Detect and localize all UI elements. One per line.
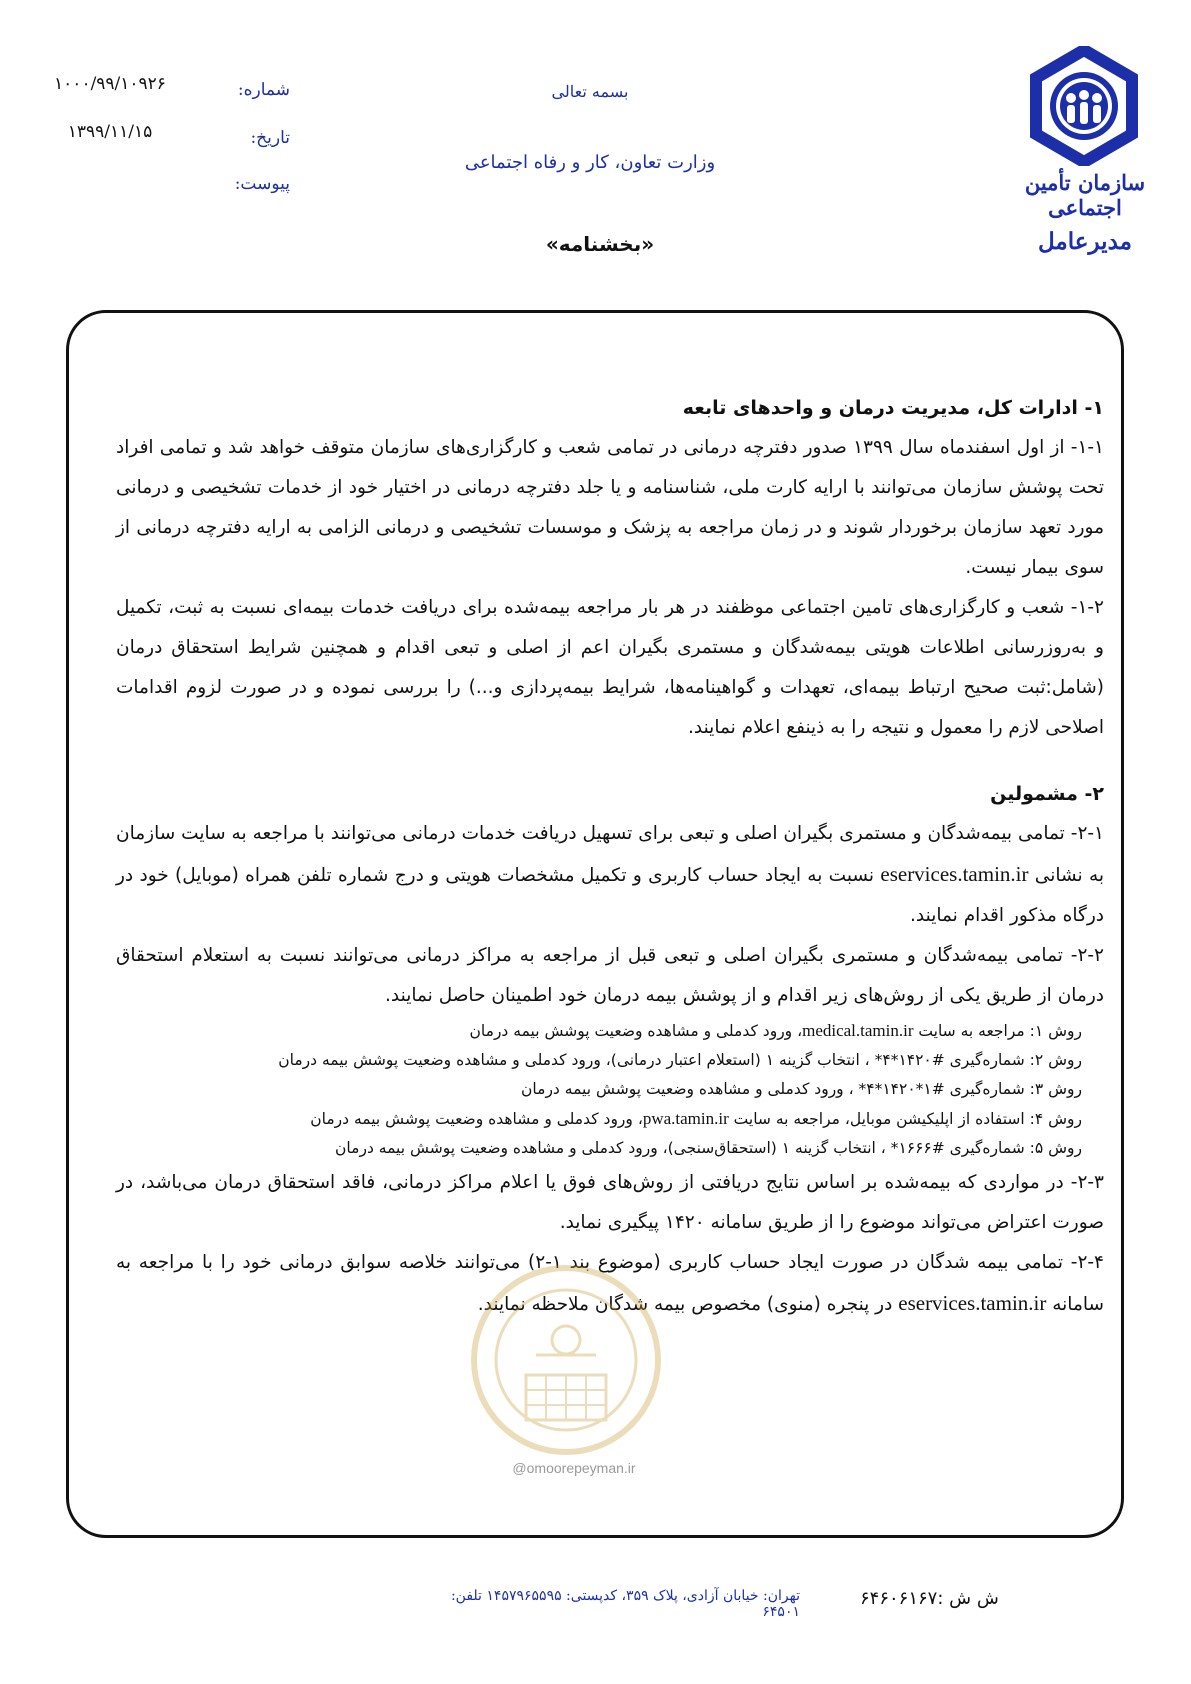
- section1-title: ۱- ادارات کل، مدیریت درمان و واحدهای تابعه: [682, 397, 1104, 419]
- paragraph-2-1: ۲-۱- تمامی بیمه‌شدگان و مستمری بگیران اصلی و تبعی برای تسهیل دریافت خدمات درمانی می‌توانند با مراجعه به سایت سازمان به نشانی eservices.tamin.ir نسبت به ایجاد حساب کاربری و تکمیل مشخصات هویتی و درج شماره تلفن همراه (موبایل) خود در درگاه مذکور اقدام نمایند.: [116, 823, 1105, 926]
- footer-code: ش ش :۶۴۶۰۶۱۶۷: [860, 1588, 999, 1609]
- paragraph-1-1: ۱-۱- از اول اسفندماه سال ۱۳۹۹ صدور دفترچه درمانی در تمامی شعب و کارگزاری‌های سازمان متوقف خواهد شد و تمامی افراد تحت پوشش سازمان می‌توانند با ارایه کارت ملی، شناسنامه و یا جلد دفترچه درمانی در اختیار خود از خدمات تشخیصی و درمانی مورد تعهد سازمان برخوردار شوند و در زمان مراجعه به پزشک و موسسات تشخیصی و درمانی الزامی به ارایه دفترچه درمانی از سوی بیمار نیست.: [116, 437, 1104, 578]
- method-2: روش ۲: شماره‌گیری #۱۴۲۰*۴* ، انتخاب گزینه ۱ (استعلام اعتبار درمانی)، ورود کدملی و مشاهده وضعیت پوشش بیمه درمان: [278, 1051, 1082, 1069]
- circular-title: «بخشنامه»: [545, 232, 655, 256]
- eservices-link: eservices.tamin.ir: [880, 862, 1029, 886]
- date-label: تاریخ:: [250, 128, 290, 148]
- medical-site-link: medical.tamin.ir: [802, 1021, 914, 1040]
- ministry-name: وزارت تعاون، کار و رفاه اجتماعی: [464, 152, 716, 173]
- org-unit: مدیرعامل: [1038, 228, 1132, 255]
- paragraph-2-2: ۲-۲- تمامی بیمه‌شدگان و مستمری بگیران اصلی و تبعی قبل از مراجعه به مراکز درمانی می‌توانند نسبت به استعلام استحقاق درمان از طریق یکی از روش‌های زیر اقدام و از پوشش بیمه درمان خود اطمینان حاصل نمایند.: [116, 945, 1104, 1006]
- attachment-label: پیوست:: [234, 174, 290, 194]
- org-name: سازمان تأمین اجتماعی: [1024, 170, 1146, 220]
- basmala: بسمه تعالی: [551, 82, 629, 101]
- paragraph-1-2: ۱-۲- شعب و کارگزاری‌های تامین اجتماعی موظفند در هر بار مراجعه بیمه‌شده برای دریافت خدمات بیمه‌ای نسبت به ثبت، تکمیل و به‌روزرسانی اطلاعات هویتی بیمه‌شدگان و مستمری بگیران اعم از اصلی و تبعی اقدام و همچنین شرایط استحقاق درمان (شامل:ثبت صحیح ارتباط بیمه‌ای، تعهدات و گواهینامه‌ها، شرایط بیمه‌پردازی و...) را بررسی نموده و در صورت لزوم اقدامات اصلاحی لازم را معمول و نتیجه را به ذینفع اعلام نمایند.: [116, 597, 1104, 738]
- methods-list: [116, 1016, 1104, 1163]
- paragraph-2-4: ۲-۴- تمامی بیمه شدگان در صورت ایجاد حساب کاربری (موضوع بند ۱-۲) می‌توانند خلاصه سوابق درمانی خود را با مراجعه به سامانه eservices.tamin.ir در پنجره (منوی) مخصوص بیمه شدگان ملاحظه نمایند.: [116, 1252, 1104, 1315]
- eservices-link-2: eservices.tamin.ir: [898, 1291, 1047, 1315]
- date-value: ۱۳۹۹/۱۱/۱۵: [67, 122, 153, 142]
- method-1: روش ۱: مراجعه به سایت medical.tamin.ir، ورود کدملی و مشاهده وضعیت پوشش بیمه درمان: [469, 1021, 1082, 1040]
- method-3: روش ۳: شماره‌گیری #۱*۱۴۲۰*۴* ، ورود کدملی و مشاهده وضعیت پوشش بیمه درمان: [521, 1080, 1082, 1098]
- letter-body: [116, 388, 1104, 1325]
- watermark-seal-icon: [466, 1260, 666, 1460]
- footer-address: تهران: خیابان آزادی، پلاک ۳۵۹، کدپستی: ۱۴۵۷۹۶۵۵۹۵ تلفن: ۶۴۵۰۱: [450, 1588, 800, 1620]
- section2-title: ۲- مشمولین: [990, 783, 1104, 805]
- watermark-site: @omoorepeyman.ir: [512, 1460, 636, 1476]
- number-value: ۱۰۰۰/۹۹/۱۰۹۲۶: [54, 74, 166, 94]
- number-label: شماره:: [237, 80, 290, 100]
- method-5: روش ۵: شماره‌گیری #۱۶۶۶* ، انتخاب گزینه ۱ (استحقاق‌سنجی)، ورود کدملی و مشاهده وضعیت پوشش بیمه درمان: [335, 1139, 1082, 1157]
- tamin-logo-icon: [1024, 46, 1144, 166]
- pwa-site-link: pwa.tamin.ir: [642, 1109, 729, 1128]
- method-4: روش ۴: استفاده از اپلیکیشن موبایل، مراجعه به سایت pwa.tamin.ir، ورود کدملی و مشاهده وضعیت پوشش بیمه درمان: [310, 1109, 1082, 1128]
- paragraph-2-3: ۲-۳- در مواردی که بیمه‌شده بر اساس نتایج دریافتی از روش‌های فوق یا اعلام مراکز درمانی، فاقد استحقاق درمان می‌باشد، در صورت اعتراض می‌تواند موضوع را از طریق سامانه ۱۴۲۰ پیگیری نماید.: [116, 1172, 1104, 1233]
